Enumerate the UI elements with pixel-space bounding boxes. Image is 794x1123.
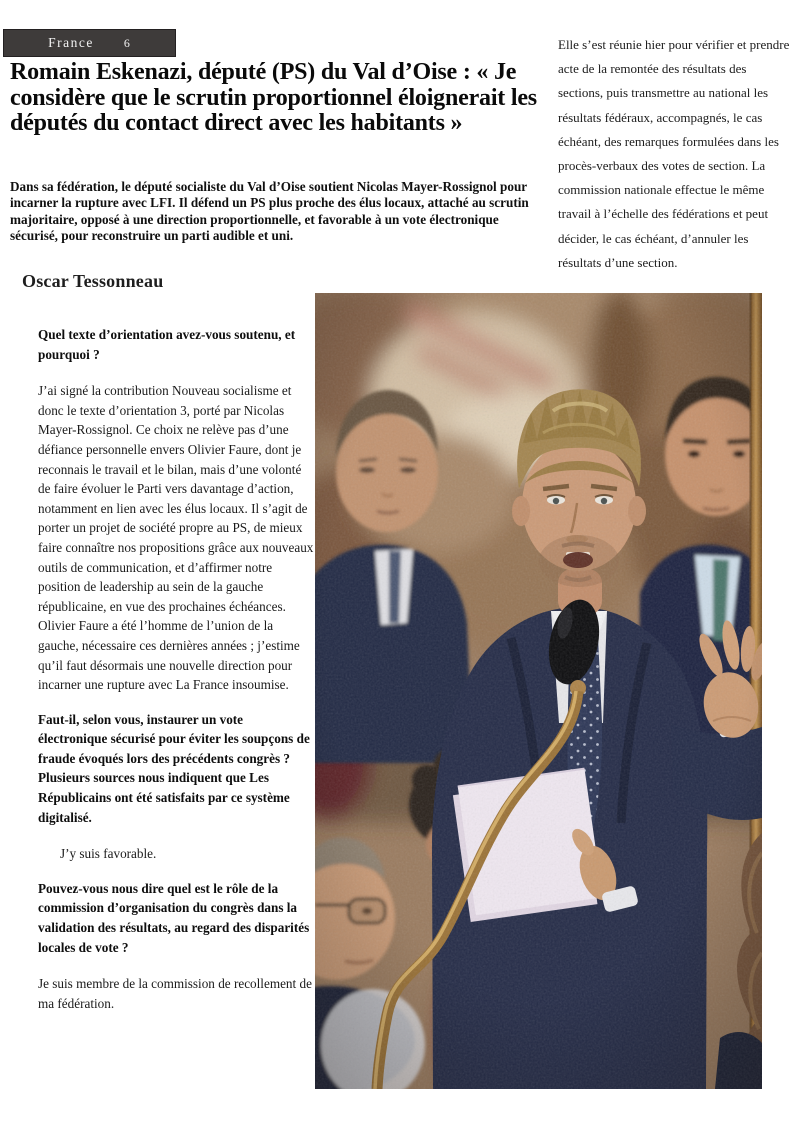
sidebar-context-paragraph: Elle s’est réunie hier pour vérifier et prendre acte de la remontée des résultats des sections, puis transmettre au national les résultats fédéraux, accompagnés, le cas échéant, des remarques formulées dans les procès-verbaux des votes de section. La commission nationale effectue le même travail à l’échelle des fédérations et peut décider, le cas échéant, d’annuler les résultats d’une section. bbox=[558, 37, 790, 270]
byline: Oscar Tessonneau bbox=[22, 271, 164, 291]
section-kicker bbox=[3, 29, 176, 57]
interview-question-1: Quel texte d’orientation avez-vous soutenu, et pourquoi ? bbox=[38, 327, 296, 362]
headline: Romain Eskenazi, député (PS) du Val d’Oise : « Je considère que le scrutin proportionnel éloignerait les députés du contact direct avec les habitants » bbox=[10, 59, 537, 136]
interview-question-3: Pouvez-vous nous dire quel est le rôle de la commission d’organisation du congrès dans la validation des résultats, au regard des disparités locales de vote ? bbox=[38, 880, 310, 955]
interview-answer-2: J’y suis favorable. bbox=[60, 846, 157, 862]
standfirst: Dans sa fédération, le député socialiste du Val d’Oise soutient Nicolas Mayer-Rossignol pour incarner la rupture avec LFI. Il défend un PS plus proche des élus locaux, attaché au scrutin majoritaire, opposé à une direction proportionnelle, et favorable à un vote électronique sécurisé, pour reconstruire un parti audible et uni. bbox=[10, 179, 529, 244]
interview-question-2: Faut-il, selon vous, instaurer un vote électronique sécurisé pour éviter les soupçons de fraude évoqués lors des précédents congrès ? Plusieurs sources nous indiquent que Les Républicains ont été satisfaits par ce système digitalisé. bbox=[38, 711, 310, 825]
article-photo bbox=[315, 293, 762, 1089]
interview-column bbox=[38, 325, 314, 1028]
assembly-photo-illustration bbox=[315, 293, 762, 1089]
interview-answer-3: Je suis membre de la commission de recollement de ma fédération. bbox=[38, 976, 312, 1011]
kicker-page-number: 6 bbox=[123, 35, 131, 50]
interview-answer-1: J’ai signé la contribution Nouveau socialisme et donc le texte d’orientation 3, porté par Nicolas Mayer-Rossignol. Ce choix ne relève pas d’une défiance personnelle envers Olivier Faure, dont je reconnais le travail et le bilan, mais d’une volonté de faire évoluer le Parti vers davantage d’action, notamment en lien avec les élus locaux. Il s’agit de porter un projet de société propre au PS, de mieux faire connaître nos propositions grâce aux nouveaux outils de communication, et d’affirmer notre position de leadership au sein de la gauche républicaine, en vue des prochaines échéances. Olivier Faure a été l’homme de l’union de la gauche, nécessaire ces dernières années ; j’estime qu’il faut désormais une nouvelle direction pour incarner une rupture avec La France insoumise. bbox=[38, 383, 314, 693]
kicker-section-label: France bbox=[48, 35, 94, 50]
